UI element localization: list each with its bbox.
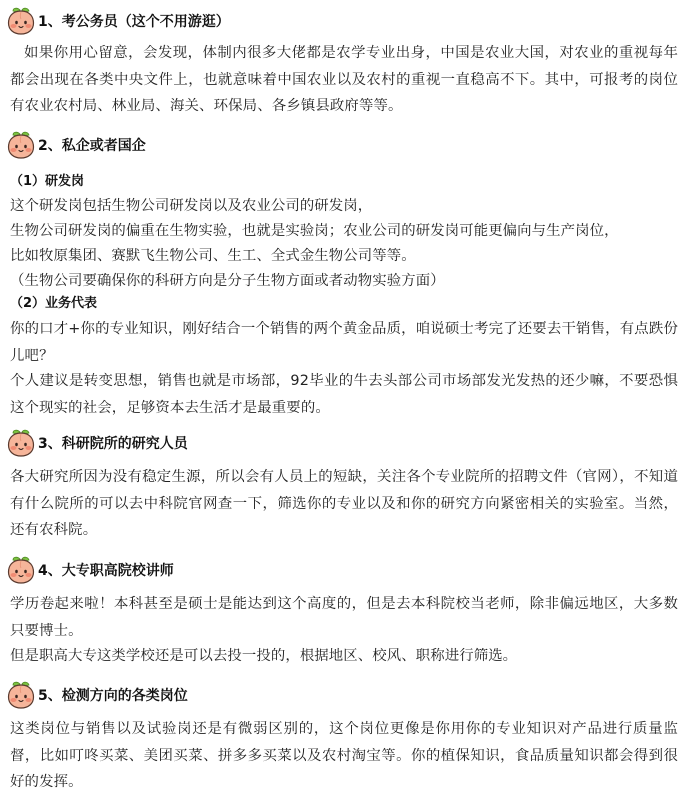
section-title: 5、检测方向的各类岗位: [38, 688, 188, 704]
rd-line-3: 比如牧原集团、赛默飞生物公司、生工、全式金生物公司等等。: [10, 248, 416, 264]
peach-face-icon: [6, 6, 36, 36]
sales-paragraph-2: 个人建议是转变思想，销售也就是市场部，92毕业的牛去头部公司市场部发光发热的还少嘛，不要恐惧这个现实的社会，足够资本去生活才是最重要的。: [10, 373, 678, 416]
peach-face-icon: [6, 130, 36, 160]
section-title: 1、考公务员（这个不用游逛）: [38, 14, 230, 30]
sales-paragraph-1: 你的口才+你的专业知识，刚好结合一个销售的两个黄金品质，咱说硕士考完了还要去干销售，有点跌份儿吧？: [10, 321, 678, 364]
section-title: 3、科研院所的研究人员: [38, 436, 188, 452]
peach-face-icon: [6, 680, 36, 710]
section-5-paragraph: 这类岗位与销售以及试验岗还是有微弱区别的，这个岗位更像是你用你的专业知识对产品进行质量监督，比如叮咚买菜、美团买菜、拼多多买菜以及农村淘宝等。你的植保知识，食品质量知识都会得到很好的发挥。: [10, 721, 678, 790]
section-2-heading: [6, 130, 146, 160]
section-3-paragraph: 各大研究所因为没有稳定生源，所以会有人员上的短缺，关注各个专业院所的招聘文件（官网），不知道有什么院所的可以去中科院官网查一下，筛选你的专业以及和你的研究方向紧密相关的实验室。当然，还有农科院。: [10, 469, 678, 538]
section-1-heading: [6, 6, 230, 36]
peach-face-icon: [6, 428, 36, 458]
peach-face-icon: [6, 555, 36, 585]
rd-line-4: （生物公司要确保你的科研方向是分子生物方面或者动物实验方面）: [10, 273, 445, 289]
section-title: 4、大专职高院校讲师: [38, 563, 174, 579]
section-title: 2、私企或者国企: [38, 138, 146, 154]
rd-line-1: 这个研发岗包括生物公司研发岗以及农业公司的研发岗，: [10, 198, 373, 214]
subsection-sales-title: （2）业务代表: [10, 296, 98, 311]
section-3-heading: [6, 428, 188, 458]
subsection-rd-title: （1）研发岗: [10, 174, 85, 189]
section-1-paragraph: 如果你用心留意，会发现，体制内很多大佬都是农学专业出身，中国是农业大国，对农业的重视每年都会出现在各类中央文件上，也就意味着中国农业以及农村的重视一直稳高不下。其中，可报考的岗位有农业农村局、林业局、海关、环保局、各乡镇县政府等等。: [10, 45, 678, 114]
section-5-heading: [6, 680, 188, 710]
section-4-heading: [6, 555, 174, 585]
section-4-line-2: 但是职高大专这类学校还是可以去投一投的，根据地区、校风、职称进行筛选。: [10, 648, 518, 664]
rd-line-2: 生物公司研发岗的偏重在生物实验，也就是实验岗；农业公司的研发岗可能更偏向与生产岗位，: [10, 223, 619, 239]
section-4-paragraph-1: 学历卷起来啦！本科甚至是硕士是能达到这个高度的，但是去本科院校当老师，除非偏远地区，大多数只要博士。: [10, 596, 678, 639]
